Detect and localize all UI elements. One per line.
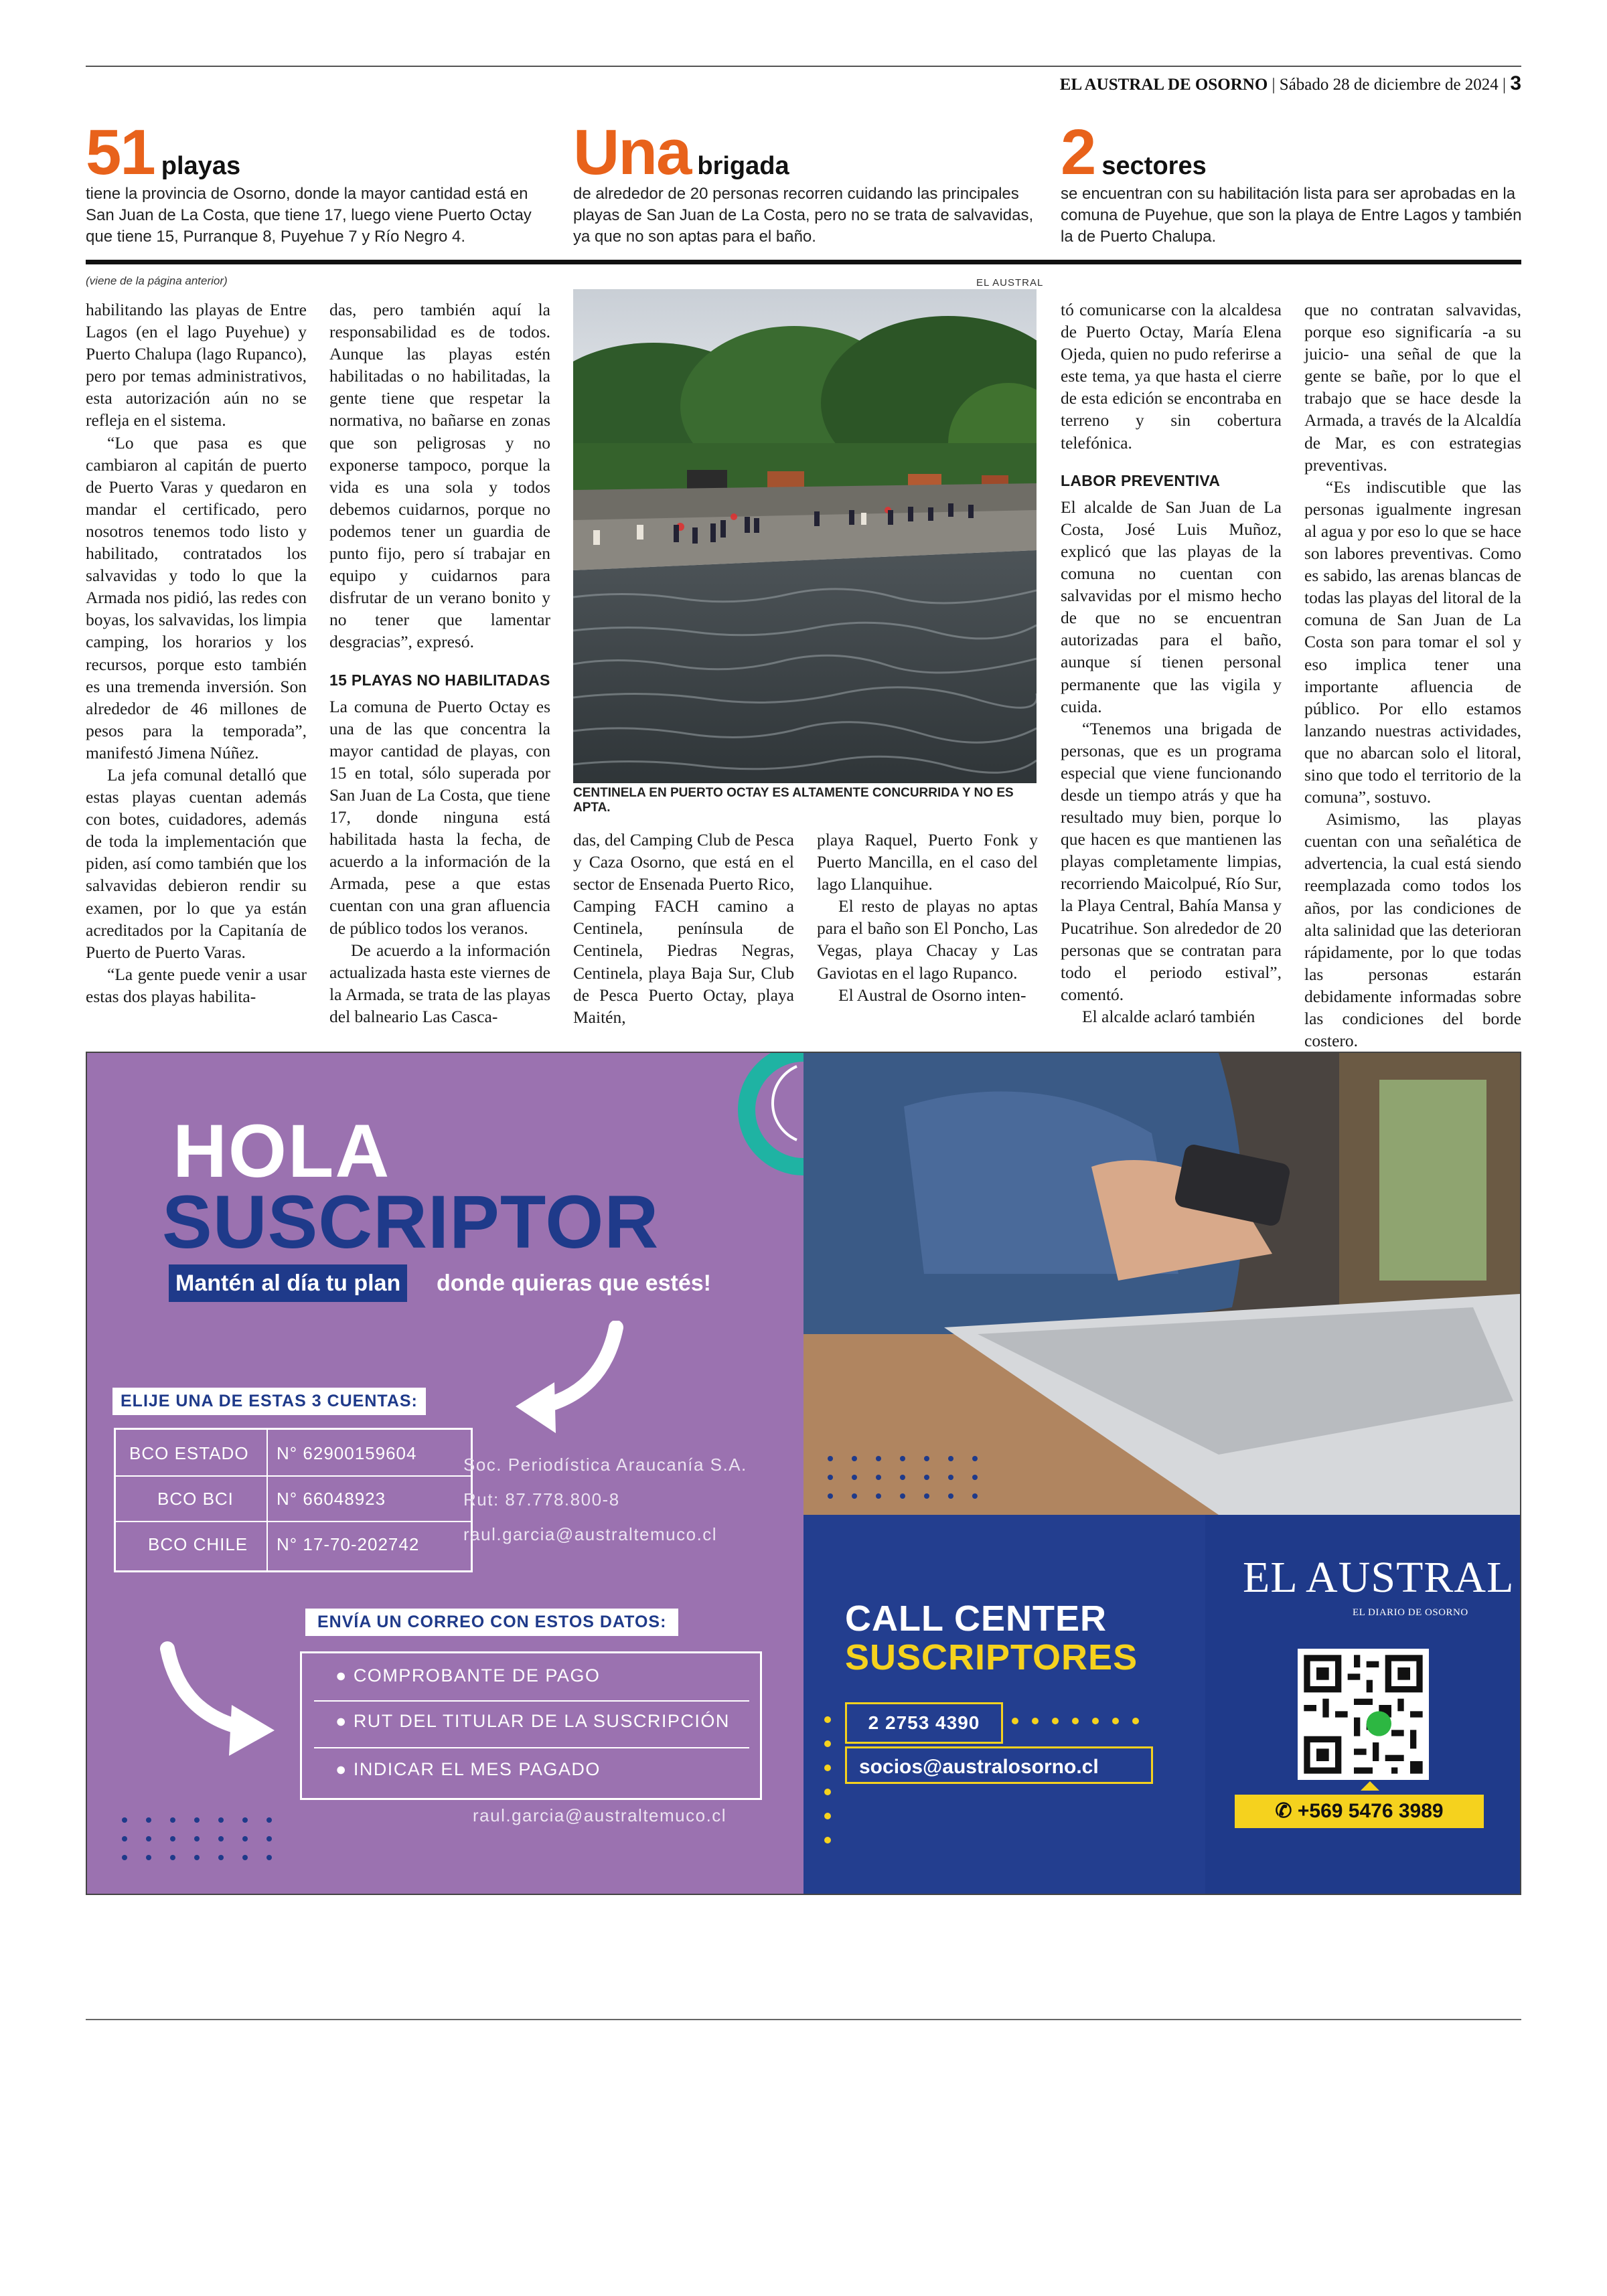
paragraph: que no contratan salvavidas, porque eso significaría -a su juicio- una señal de que la gente se bañe, por lo que el trabajo que se hace desde la Armada, a través de la Alcaldía de Mar, es con estrategias preventivas. xyxy=(1304,300,1521,475)
ad-left-panel xyxy=(87,1053,804,1894)
account-number: N° 66048923 xyxy=(277,1489,386,1509)
dot-column-decoration xyxy=(822,1716,833,1863)
paragraph: Asimismo, las playas cuentan con una señalética de advertencia, la cual está siendo reemplazada como todos los años, por las condiciones de alta salinidad que las deterioran rápidamente, por lo que todas las personas estarán debidamente informadas sobre las condiciones del borde costero. xyxy=(1304,809,1521,1051)
fact-unit: brigada xyxy=(697,152,789,180)
accounts-title: ELIJE UNA DE ESTAS 3 CUENTAS: xyxy=(112,1388,426,1415)
subheading: LABOR PREVENTIVA xyxy=(1061,471,1221,489)
company-rut: Rut: 87.778.800-8 xyxy=(463,1489,620,1509)
paragraph: habilitando las playas de Entre Lagos (en el lago Puyehue) y Puerto Chalupa (lago Rupanco), pero por temas administrativos, esta autorización aún no se refleja en el sistema. xyxy=(86,300,307,430)
brand-panel xyxy=(1205,1515,1520,1894)
phone-number[interactable]: 2 2753 4390 xyxy=(845,1702,1003,1744)
page-number: 3 xyxy=(1510,72,1521,94)
paragraph: El resto de playas no aptas para el baño son El Poncho, Las Vegas, playa Chacay y Las Gaviotas en el lago Rupanco. xyxy=(817,896,1038,983)
email-instructions-title: ENVÍA UN CORREO CON ESTOS DATOS: xyxy=(305,1609,678,1636)
arrow-icon xyxy=(154,1635,288,1762)
dot-grid-decoration xyxy=(121,1816,295,1870)
paragraph: El alcalde de San Juan de La Costa, José Luis Muñoz, explicó que las playas de la comuna no cuentan con salvavidas por el mismo hecho de que no se encuentran autorizadas para el baño, aunque sí tienen personal permanente que las vigila y cuida. xyxy=(1061,497,1282,716)
account-bank: BCO ESTADO xyxy=(129,1443,249,1463)
company-name: Soc. Periodística Araucanía S.A. xyxy=(463,1455,747,1475)
ad-tagline-box: Mantén al día tu plan xyxy=(169,1264,407,1302)
section-rule xyxy=(86,260,1521,264)
ad-suscriptor: SUSCRIPTOR xyxy=(162,1180,660,1264)
fact-text: tiene la provincia de Osorno, donde la mayor cantidad está en San Juan de La Costa, que tiene 17, luego viene Puerto Octay que tiene 15, Purranque 8, Puyehue 7 y Río Negro 4. xyxy=(86,185,532,246)
top-rule xyxy=(86,66,1521,67)
fact-box-2 xyxy=(573,116,1042,248)
paragraph: “La gente puede venir a usar estas dos playas habilita- xyxy=(86,964,307,1006)
fact-number: 2 xyxy=(1061,116,1095,188)
continued-note: (viene de la página anterior) xyxy=(86,274,228,287)
ad-photo-phone-laptop xyxy=(804,1053,1520,1515)
paragraph: tó comunicarse con la alcaldesa de Puerto Octay, María Elena Ojeda, quien no pudo referirse a este tema, ya que hasta el cierre de esta edición se encontraba en terreno y sin cobertura telefónica. xyxy=(1061,300,1282,453)
socios-email[interactable]: socios@australosorno.cl xyxy=(845,1746,1153,1784)
photo-credit: EL AUSTRAL xyxy=(976,277,1044,289)
account-number: N° 62900159604 xyxy=(277,1443,417,1463)
fact-unit: playas xyxy=(161,152,241,180)
el-austral-subtitle: EL DIARIO DE OSORNO xyxy=(1353,1607,1468,1618)
article-column-3 xyxy=(573,829,794,1028)
suscriptores-title: SUSCRIPTORES xyxy=(845,1637,1138,1677)
fact-number: 51 xyxy=(86,116,155,188)
header-date: Sábado 28 de diciembre de 2024 xyxy=(1279,76,1499,94)
article-column-2 xyxy=(329,299,550,1028)
article-column-4 xyxy=(817,829,1038,1006)
paragraph: De acuerdo a la información actualizada hasta este viernes de la Armada, se trata de las playas del balneario Las Casca- xyxy=(329,940,550,1026)
paper-name: EL AUSTRAL DE OSORNO xyxy=(1059,76,1268,94)
paragraph: playa Raquel, Puerto Fonk y Puerto Mancilla, en el caso del lago Llanquihue. xyxy=(817,830,1038,894)
pointer-triangle xyxy=(1361,1781,1379,1791)
call-center-title: CALL CENTER xyxy=(845,1598,1107,1639)
ad-tagline: donde quieras que estés! xyxy=(437,1270,711,1296)
whatsapp-button[interactable] xyxy=(1235,1795,1484,1828)
article-column-1 xyxy=(86,299,307,1007)
page-header: EL AUSTRAL DE OSORNO | Sábado 28 de diciembre de 2024 | 3 xyxy=(1059,72,1521,94)
article-column-6 xyxy=(1304,299,1521,1052)
paragraph: “Es indiscutible que las personas igualmente ingresan al agua y por eso lo que se hace son labores preventivas. Como es sabido, las arenas blancas de todas las playas del litoral de la comuna de San Juan de La Costa son para tomar el sol y eso implica tener una importante afluencia de público. Por ello estamos lanzando nuestras actividades, que no abarcan solo el litoral, sino que todo el territorio de la comuna”, sostuvo. xyxy=(1304,477,1521,807)
beach-photo-image xyxy=(573,289,1037,783)
fact-text: de alrededor de 20 personas recorren cuidando las principales playas de San Juan de La Costa, pero no se trata de salvavidas, ya que no son aptas para el baño. xyxy=(573,185,1034,246)
arrow-icon xyxy=(502,1321,636,1441)
paragraph: “Lo que pasa es que cambiaron al capitán de puerto de Puerto Varas y quedaron en mandar el certificado, pero nosotros tenemos todo listo y habilitado, contratados los salvavidas y todo lo que la Armada nos pidió, las redes con boyas, los salvavidas, los limpia camping, los horarios y los recursos, porque esto también es una tremenda inversión. Son alrededor de 46 millones de pesos para la temporada”, manifestó Jimena Núñez. xyxy=(86,432,307,762)
ad-hola: HOLA xyxy=(173,1109,391,1193)
paragraph: El Austral de Osorno inten- xyxy=(838,985,1026,1005)
email-items-box xyxy=(300,1651,762,1800)
dot-row-decoration xyxy=(1011,1716,1145,1726)
beach-photo xyxy=(573,289,1037,783)
fact-box-3 xyxy=(1061,116,1529,248)
paragraph: El alcalde aclaró también xyxy=(1082,1006,1255,1026)
bottom-rule xyxy=(86,2019,1521,2020)
phone-laptop-image xyxy=(804,1053,1520,1515)
whatsapp-number: +569 5476 3989 xyxy=(1297,1800,1444,1822)
accounts-table xyxy=(114,1428,473,1572)
el-austral-logo: EL AUSTRAL xyxy=(1243,1553,1515,1602)
fact-number: Una xyxy=(573,116,691,188)
paragraph: La jefa comunal detalló que estas playas cuentan además con botes, cuidadores, además de toda la implementación que piden, así como también que los salvavidas debieron rendir su examen, por lo que ya están acreditados por la Capitanía de Puerto de Puerto Varas. xyxy=(86,764,307,962)
account-number: N° 17-70-202742 xyxy=(277,1534,420,1554)
paragraph: das, del Camping Club de Pesca y Caza Osorno, que está en el sector de Ensenada Puerto Rico, Camping FACH camino a Centinela, península de Centinela, Piedras Negras, Centinela, playa Baja Sur, Club de Pesca Puerto Octay, playa Maitén, xyxy=(573,830,794,1027)
subscriber-ad xyxy=(86,1052,1521,1895)
call-center-panel xyxy=(804,1515,1205,1894)
paragraph: “Tenemos una brigada de personas, que es un programa especial que viene funcionando desde un tiempo atrás y que ha resultado muy bien, porque lo que hacen es que mantienen las playas completamente limpias, recorriendo Maicolpué, Río Sur, la Playa Central, Bahía Mansa y Pucatrihue. Son alrededor de 20 personas que se contratan para todo el periodo estival”, comentó. xyxy=(1061,718,1282,1004)
fact-unit: sectores xyxy=(1101,152,1207,180)
email-item: ● INDICAR EL MES PAGADO xyxy=(335,1759,601,1779)
fact-box-1 xyxy=(86,116,554,248)
teal-arc-decoration xyxy=(723,1053,810,1187)
paragraph: das, pero también aquí la responsabilidad es de todos. Aunque las playas estén habilitadas o no habilitadas, la gente tiene que respetar la normativa, no bañarse en zonas que son peligrosas y no exponerse tampoco, porque la vida es una sola y todos debemos cuidarnos, porque no podemos tener un guardia de punto fijo, pero sí trabajar en equipo y cuidarnos para disfrutar de un verano bonito y no tener que lamentar desgracias”, expresó. xyxy=(329,300,550,652)
photo-caption: CENTINELA EN PUERTO OCTAY ES ALTAMENTE CONCURRIDA Y NO ES APTA. xyxy=(573,786,1014,815)
qr-code[interactable] xyxy=(1298,1649,1429,1780)
fact-text: se encuentran con su habilitación lista para ser aprobadas en la comuna de Puyehue, que son la playa de Entre Lagos y también la de Puerto Chalupa. xyxy=(1061,185,1522,246)
dot-grid-decoration xyxy=(826,1455,1000,1501)
article-column-5 xyxy=(1061,299,1282,1028)
email-item: ● RUT DEL TITULAR DE LA SUSCRIPCIÓN xyxy=(335,1711,730,1731)
subheading: 15 PLAYAS NO HABILITADAS xyxy=(329,671,550,689)
qr-code-icon xyxy=(1298,1649,1429,1780)
whatsapp-icon: ✆ xyxy=(1275,1800,1292,1822)
account-bank: BCO CHILE xyxy=(148,1534,248,1554)
account-bank: BCO BCI xyxy=(157,1489,234,1509)
paragraph: La comuna de Puerto Octay es una de las que concentra la mayor cantidad de playas, con 15 en total, sólo superada por San Juan de La Costa, que tiene 17, donde ninguna está habilitada hasta la fecha, de acuerdo a la información de la Armada, pese a que estas cuentan con una gran afluencia de público todos los veranos. xyxy=(329,696,550,938)
company-email: raul.garcia@australtemuco.cl xyxy=(463,1524,718,1544)
contact-email: raul.garcia@australtemuco.cl xyxy=(473,1805,727,1825)
email-item: ● COMPROBANTE DE PAGO xyxy=(335,1665,601,1686)
